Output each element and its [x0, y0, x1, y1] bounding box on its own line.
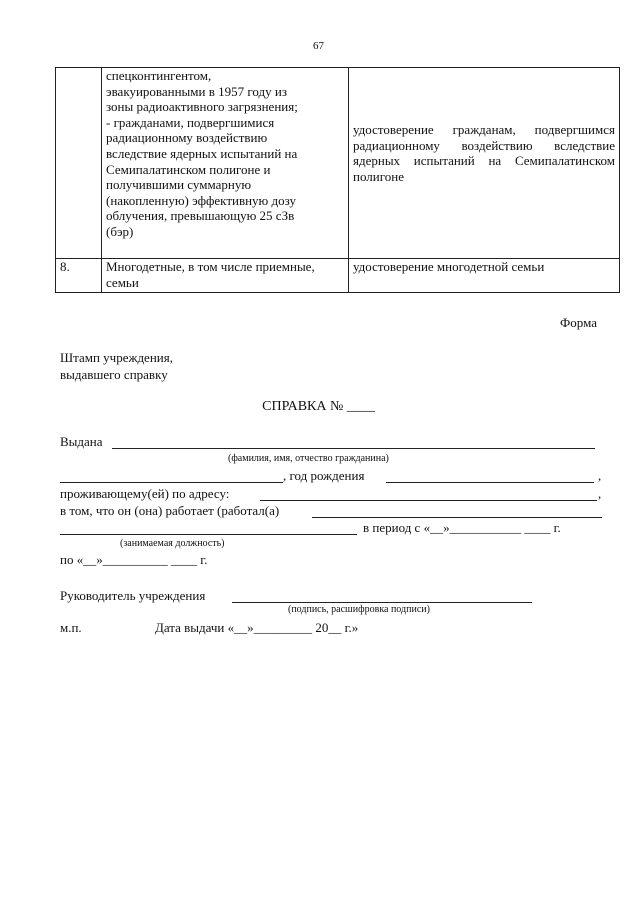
- document-text: удостоверение гражданам, подвергшимся радиационному воздействию вследствие ядерных испытаний на Семипалатинском полигоне: [353, 122, 615, 184]
- position-caption: (занимаемая должность): [120, 538, 225, 549]
- row-number-cell: [56, 68, 102, 259]
- category-line: получившими суммарную: [106, 177, 252, 193]
- category-cell: Многодетные, в том числе приемные, семьи: [102, 259, 349, 293]
- document-cell: [349, 68, 620, 259]
- category-line: облучения, превышающую 25 сЗв: [106, 208, 295, 224]
- form-label: Форма: [560, 315, 597, 330]
- category-line: радиационному воздействию: [106, 130, 268, 146]
- address-label: проживающему(ей) по адресу:: [60, 486, 230, 501]
- category-line: зоны радиоактивного загрязнения;: [106, 99, 298, 115]
- fio-caption: (фамилия, имя, отчество гражданина): [228, 453, 389, 464]
- category-line: вследствие ядерных испытаний на: [106, 145, 298, 161]
- row-number-cell: 8.: [56, 259, 102, 293]
- document-cell: удостоверение многодетной семьи: [349, 259, 620, 293]
- fio-continuation-line: [60, 482, 283, 483]
- issued-to-label: Выдана: [60, 434, 103, 449]
- workplace-line: [312, 517, 602, 518]
- period-to: по «__»__________ ____ г.: [60, 552, 208, 567]
- category-line: - гражданами, подвергшимися: [106, 114, 275, 130]
- benefits-table: [55, 67, 620, 293]
- category-line: (бэр): [106, 223, 134, 239]
- category-cell: [102, 68, 349, 259]
- stamp-block: [60, 349, 173, 383]
- address-line: [260, 500, 597, 501]
- works-label: в том, что он (она) работает (работал(а): [60, 503, 280, 518]
- category-line: Семипалатинском полигоне и: [106, 161, 271, 177]
- signature-line: [232, 602, 532, 603]
- head-label: Руководитель учреждения: [60, 588, 206, 603]
- document-title: СПРАВКА № ____: [262, 399, 375, 414]
- page-number: 67: [313, 40, 324, 52]
- fio-line: [112, 448, 595, 449]
- birth-year-label: , год рождения: [283, 468, 365, 483]
- position-line: [60, 534, 357, 535]
- birth-year-line: [386, 482, 594, 483]
- category-line: эвакуированными в 1957 году из: [106, 83, 287, 99]
- category-line: (накопленную) эффективную дозу: [106, 192, 296, 208]
- issue-date: Дата выдачи «__»_________ 20__ г.»: [155, 620, 359, 635]
- signature-caption: (подпись, расшифровка подписи): [288, 604, 430, 615]
- period-from: в период с «__»___________ ____ г.: [363, 520, 561, 535]
- category-line: спецконтингентом,: [106, 68, 212, 83]
- stamp-line: выдавшего справку: [60, 367, 168, 382]
- stamp-place-label: м.п.: [60, 620, 82, 635]
- stamp-line: Штамп учреждения,: [60, 350, 173, 365]
- table-row: [56, 259, 620, 293]
- table-row: [56, 68, 620, 259]
